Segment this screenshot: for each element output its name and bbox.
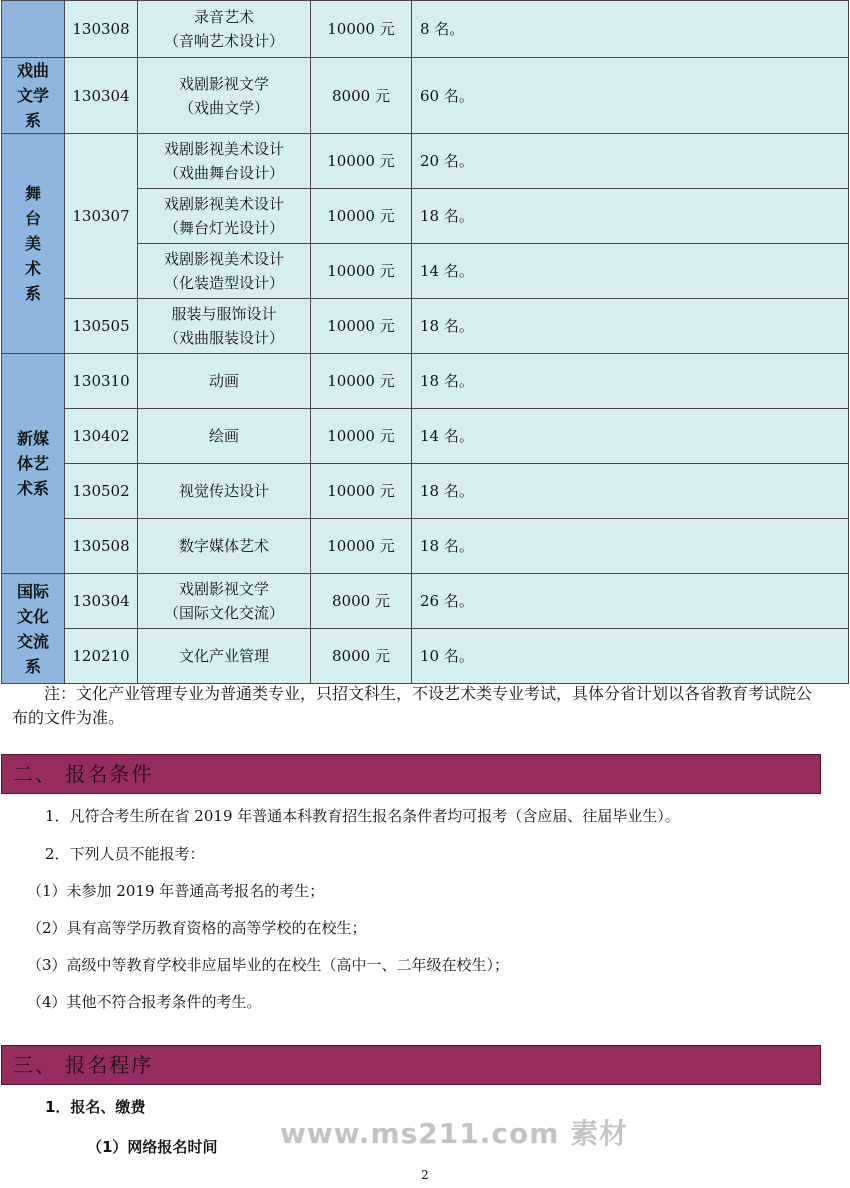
section-heading-registration-conditions: 二、 报名条件 <box>1 754 821 794</box>
major-code: 130304 <box>65 574 138 629</box>
table-footnote: 注：文化产业管理专业为普通类专业，只招文科生，不设艺术类专业考试，具体分省计划以各省教育考试院公布的文件为准。 <box>12 684 813 727</box>
major-name: 戏剧影视美术设计 （化装造型设计） <box>138 244 311 299</box>
enrollment-quota: 18 名。 <box>412 519 849 574</box>
list-item: （3）高级中等教育学校非应届毕业的在校生（高中一、二年级在校生）； <box>27 956 510 974</box>
dept-cell: 国际 文化 交流 系 <box>2 574 65 684</box>
enrollment-quota: 18 名。 <box>412 464 849 519</box>
table-row <box>2 629 849 684</box>
enrollment-quota: 8 名。 <box>412 1 849 58</box>
major-name: 文化产业管理 <box>138 629 311 684</box>
enrollment-quota: 18 名。 <box>412 189 849 244</box>
tuition-fee: 10000 元 <box>311 189 412 244</box>
watermark: www.ms211.com 素材 <box>280 1117 629 1150</box>
major-name: 录音艺术 （音响艺术设计） <box>138 1 311 58</box>
major-name: 服装与服饰设计 （戏曲服装设计） <box>138 299 311 354</box>
condition-paragraph: 2．下列人员不能报考： <box>45 845 205 863</box>
tuition-fee: 10000 元 <box>311 354 412 409</box>
tuition-fee: 10000 元 <box>311 134 412 189</box>
list-item: （2）具有高等学历教育资格的高等学校的在校生； <box>27 919 367 937</box>
tuition-fee: 10000 元 <box>311 299 412 354</box>
enrollment-quota: 14 名。 <box>412 409 849 464</box>
subheading: 1．报名、缴费 <box>45 1098 146 1116</box>
major-code: 130508 <box>65 519 138 574</box>
enrollment-quota: 18 名。 <box>412 354 849 409</box>
major-name: 视觉传达设计 <box>138 464 311 519</box>
enrollment-quota: 60 名。 <box>412 58 849 134</box>
major-code: 130310 <box>65 354 138 409</box>
dept-cell: 新媒 体艺 术系 <box>2 354 65 574</box>
enrollment-quota: 14 名。 <box>412 244 849 299</box>
dept-cell <box>2 1 65 58</box>
table-row <box>2 409 849 464</box>
table-row <box>2 519 849 574</box>
major-name: 数字媒体艺术 <box>138 519 311 574</box>
major-name: 戏剧影视文学 （国际文化交流） <box>138 574 311 629</box>
table-row <box>2 464 849 519</box>
major-name: 戏剧影视美术设计 （舞台灯光设计） <box>138 189 311 244</box>
enrollment-table <box>1 0 849 684</box>
table-row <box>2 354 849 409</box>
table-row <box>2 58 849 134</box>
condition-paragraph: 1．凡符合考生所在省 2019 年普通本科教育招生报名条件者均可报考（含应届、往届毕业生）。 <box>45 807 680 825</box>
tuition-fee: 10000 元 <box>311 1 412 58</box>
major-name: 戏剧影视美术设计 （戏曲舞台设计） <box>138 134 311 189</box>
dept-cell: 舞 台 美 术 系 <box>2 134 65 354</box>
major-code: 130402 <box>65 409 138 464</box>
tuition-fee: 10000 元 <box>311 519 412 574</box>
page-number: 2 <box>421 1168 429 1182</box>
tuition-fee: 10000 元 <box>311 244 412 299</box>
list-item: （4）其他不符合报考条件的考生。 <box>27 993 262 1011</box>
major-name: 戏剧影视文学 （戏曲文学） <box>138 58 311 134</box>
major-name: 动画 <box>138 354 311 409</box>
table-row <box>2 299 849 354</box>
dept-cell: 戏曲 文学 系 <box>2 58 65 134</box>
enrollment-quota: 20 名。 <box>412 134 849 189</box>
table-row <box>2 1 849 58</box>
major-code: 130307 <box>65 134 138 299</box>
tuition-fee: 10000 元 <box>311 409 412 464</box>
major-code: 130502 <box>65 464 138 519</box>
tuition-fee: 8000 元 <box>311 574 412 629</box>
major-code: 130308 <box>65 1 138 58</box>
enrollment-quota: 10 名。 <box>412 629 849 684</box>
subheading: （1）网络报名时间 <box>87 1138 218 1156</box>
major-code: 120210 <box>65 629 138 684</box>
major-code: 130304 <box>65 58 138 134</box>
major-name: 绘画 <box>138 409 311 464</box>
table-row <box>2 574 849 629</box>
tuition-fee: 8000 元 <box>311 629 412 684</box>
enrollment-quota: 18 名。 <box>412 299 849 354</box>
tuition-fee: 8000 元 <box>311 58 412 134</box>
list-item: （1）未参加 2019 年普通高考报名的考生； <box>27 882 325 900</box>
enrollment-quota: 26 名。 <box>412 574 849 629</box>
major-code: 130505 <box>65 299 138 354</box>
table-row <box>2 134 849 189</box>
tuition-fee: 10000 元 <box>311 464 412 519</box>
section-heading-registration-procedure: 三、 报名程序 <box>1 1045 821 1085</box>
